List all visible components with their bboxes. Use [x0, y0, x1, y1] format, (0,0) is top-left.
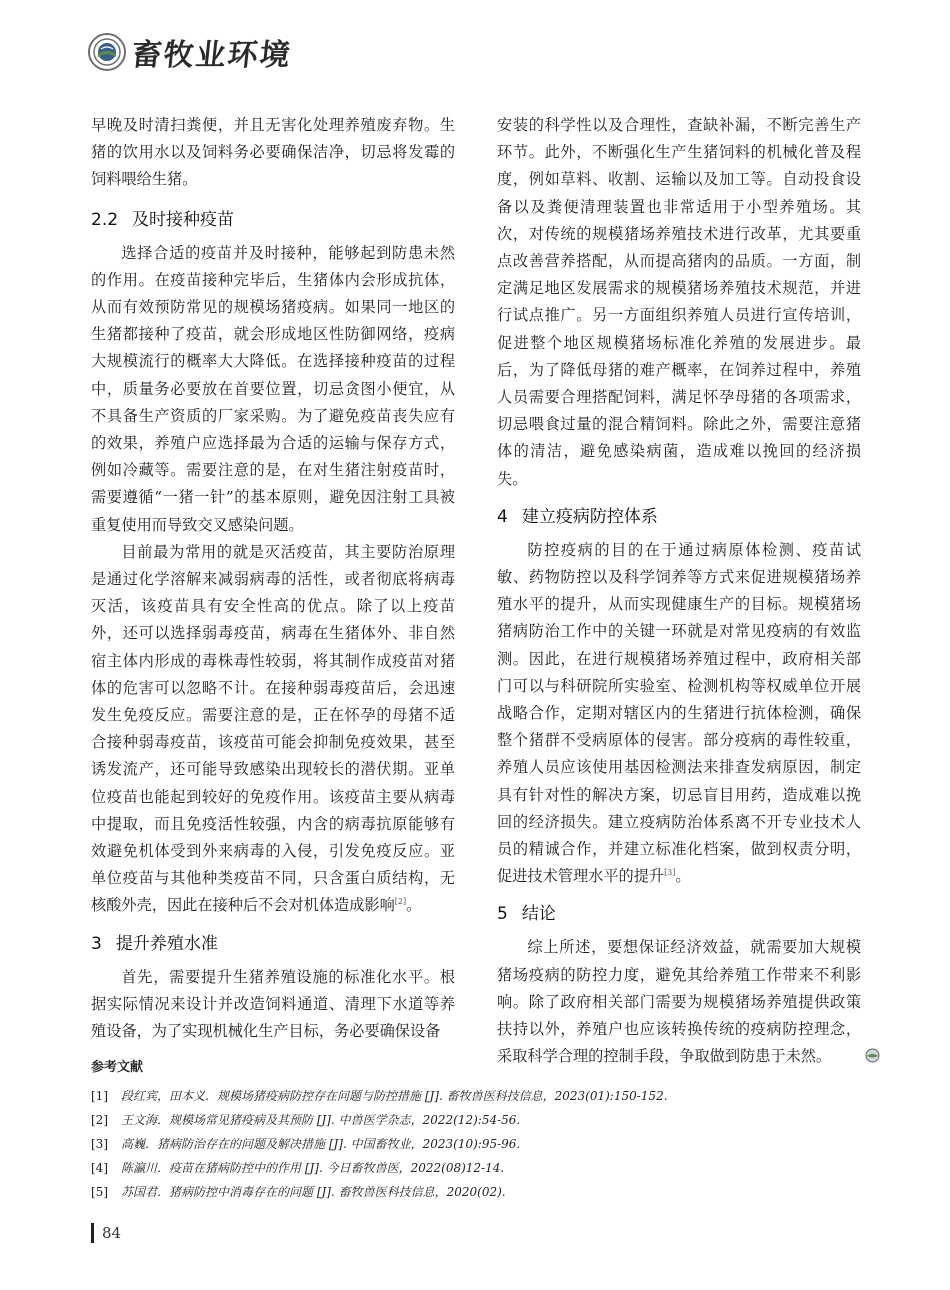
- page-footer: [91, 1222, 121, 1244]
- page-number: 84: [102, 1224, 122, 1242]
- section-5-heading: [497, 900, 861, 928]
- journal-emblem-icon: [88, 33, 126, 71]
- right-column: [497, 112, 861, 1071]
- references-title: 参考文献: [91, 1060, 144, 1075]
- folio-bar: [91, 1223, 94, 1243]
- reference-number: [4]: [91, 1161, 108, 1175]
- citation-marker: [2]: [394, 897, 407, 907]
- section-number: 2.2: [91, 209, 119, 230]
- reference-number: [2]: [91, 1113, 108, 1127]
- reference-item: [91, 1108, 871, 1132]
- citation-marker: [3]: [664, 868, 676, 878]
- section-2-2-heading: [91, 206, 455, 234]
- paragraph: 首先，需要提升生猪养殖设施的标准化水平。根据实际情况来设计并改造饲料通道、清理下水道等养殖设备，为了实现机械化生产目标，务必要确保设备: [91, 967, 455, 1041]
- section-title: 提升养殖水准: [115, 933, 218, 954]
- reference-text: 高巍．猪病防治存在的问题及解决措施 [J]. 中国畜牧业，2023(10):95-96.: [121, 1137, 521, 1151]
- reference-item: [91, 1156, 871, 1180]
- reference-number: [5]: [91, 1185, 108, 1199]
- paragraph: [91, 539, 455, 920]
- paragraph: 选择合适的疫苗并及时接种，能够起到防患未然的作用。在疫苗接种完毕后，生猪体内会形成抗体，从而有效预防常见的规模场猪疫病。如果同一地区的生猪都接种了疫苗，就会形成地区性防御网络，疫病大规模流行的概率大大降低。在选择接种疫苗的过程中，质量务必要放在首要位置，切忌贪图小便宜，从不具备生产资质的厂家采购。为了避免疫苗丧失应有的效果，养殖户应选择最为合适的运输与保存方式，例如冷藏等。需要注意的是，在对生猪注射疫苗时，需要遵循“一猪一针”的基本原则，避免因注射工具被重复使用而导致交叉感染问题。: [91, 243, 455, 534]
- section-number: 4: [497, 506, 508, 527]
- section-title: 建立疫病防控体系: [521, 506, 658, 527]
- reference-item: [91, 1084, 871, 1108]
- paragraph-end: 。: [406, 896, 422, 915]
- paragraph: [497, 934, 861, 1070]
- paragraph-text: 目前最为常用的就是灭活疫苗，其主要防治原理是通过化学溶解来减弱病毒的活性，或者彻底将病毒灭活，该疫苗具有安全性高的优点。除了以上疫苗外，还可以选择弱毒疫苗，病毒在生猪体外、非自然宿主体内形成的毒株毒性较弱，将其制作成疫苗对猪体的危害可以忽略不计。在接种弱毒疫苗后，会迅速发生免疫反应。需要注意的是，正在怀孕的母猪不适合接种弱毒疫苗，该疫苗可能会抑制免疫效果，甚至诱发流产，还可能导致感染出现较长的潜伏期。亚单位疫苗也能起到较好的免疫作用。该疫苗主要从病毒中提取，而且免疫活性较强，内含的病毒抗原能够有效避免机体受到外来病毒的入侵，引发免疫反应。亚单位疫苗与其他种类疫苗不同，只含蛋白质结构，无核酸外壳，因此在接种后不会对机体造成影响: [91, 542, 455, 915]
- reference-number: [1]: [91, 1089, 108, 1103]
- section-3-heading: [91, 930, 455, 958]
- paragraph-end: 。: [675, 867, 691, 886]
- reference-text: 苏国君．猪病防控中消毒存在的问题 [J]. 畜牧兽医科技信息，2020(02).: [121, 1185, 506, 1199]
- journal-name: 畜牧业环境: [129, 38, 294, 73]
- paragraph: [497, 537, 861, 891]
- section-number: 3: [91, 933, 102, 954]
- section-number: 5: [497, 904, 508, 925]
- references-section: [91, 1056, 871, 1204]
- reference-item: [91, 1132, 871, 1156]
- left-column: [91, 112, 455, 1045]
- reference-text: 段红宾，田本义．规模场猪疫病防控存在问题与防控措施 [J]. 畜牧兽医科技信息，2023(01):150-152.: [121, 1089, 668, 1103]
- reference-text: 王文海．规模场常见猪疫病及其预防 [J]. 中兽医学杂志，2022(12):54-56.: [121, 1113, 521, 1127]
- paragraph-text: 防控疫病的目的在于通过病原体检测、疫苗试敏、药物防控以及科学饲养等方式来促进规模猪场养殖水平的提升，从而实现健康生产的目标。规模猪场猪病防治工作中的关键一环就是对常见疫病的有效监测。因此，在进行规模猪场养殖过程中，政府相关部门可以与科研院所实验室、检测机构等权威单位开展战略合作，定期对辖区内的生猪进行抗体检测，确保整个猪群不受病原体的侵害。部分疫病的毒性较重，养殖人员应该使用基因检测法来排查发病原因，制定具有针对性的解决方案，切忌盲目用药，造成难以挽回的经济损失。建立疫病防治体系离不开专业技术人员的精诚合作，并建立标准化档案，做到权责分明，促进技术管理水平的提升: [497, 540, 861, 886]
- intro-paragraph: 早晚及时清扫粪便，并且无害化处理养殖废弃物。生猪的饮用水以及饲料务必要确保洁净，切忌将发霉的饲料喂给生猪。: [91, 116, 455, 189]
- section-title: 结论: [521, 904, 556, 925]
- section-4-heading: [497, 503, 861, 531]
- paragraph-continued: 安装的科学性以及合理性，查缺补漏，不断完善生产环节。此外，不断强化生产生猪饲料的机械化普及程度，例如草料、收割、运输以及加工等。自动投食设备以及粪便清理装置也非常适用于小型养殖场。其次，对传统的规模猪场养殖技术进行改革，尤其要重点改善营养搭配，从而提高猪肉的品质。一方面，制定满足地区发展需求的规模猪场养殖技术规范，并进行试点推广。另一方面组织养殖人员进行宣传培训，促进整个地区规模猪场标准化养殖的发展进步。最后，为了降低母猪的难产概率，在饲养过程中，养殖人员需要合理搭配饲料，满足怀孕母猪的各项需求，切忌喂食过量的混合精饲料。除此之外，需要注意猪体的清洁，避免感染病菌，造成难以挽回的经济损失。: [497, 116, 861, 488]
- masthead: [88, 32, 292, 72]
- section-title: 及时接种疫苗: [132, 209, 235, 230]
- reference-text: 陈瀛川．疫苗在猪病防控中的作用 [J]. 今日畜牧兽医，2022(08)12-14.: [121, 1161, 505, 1175]
- reference-item: [91, 1180, 871, 1204]
- reference-number: [3]: [91, 1137, 108, 1151]
- paragraph-text: 综上所述，要想保证经济效益，就需要加大规模猪场疫病的防控力度，避免其给养殖工作带来不利影响。除了政府相关部门需要为规模猪场养殖提供政策扶持以外，养殖户也应该转换传统的疫病防控理念，采取科学合理的控制手段，争取做到防患于未然。: [497, 938, 861, 1066]
